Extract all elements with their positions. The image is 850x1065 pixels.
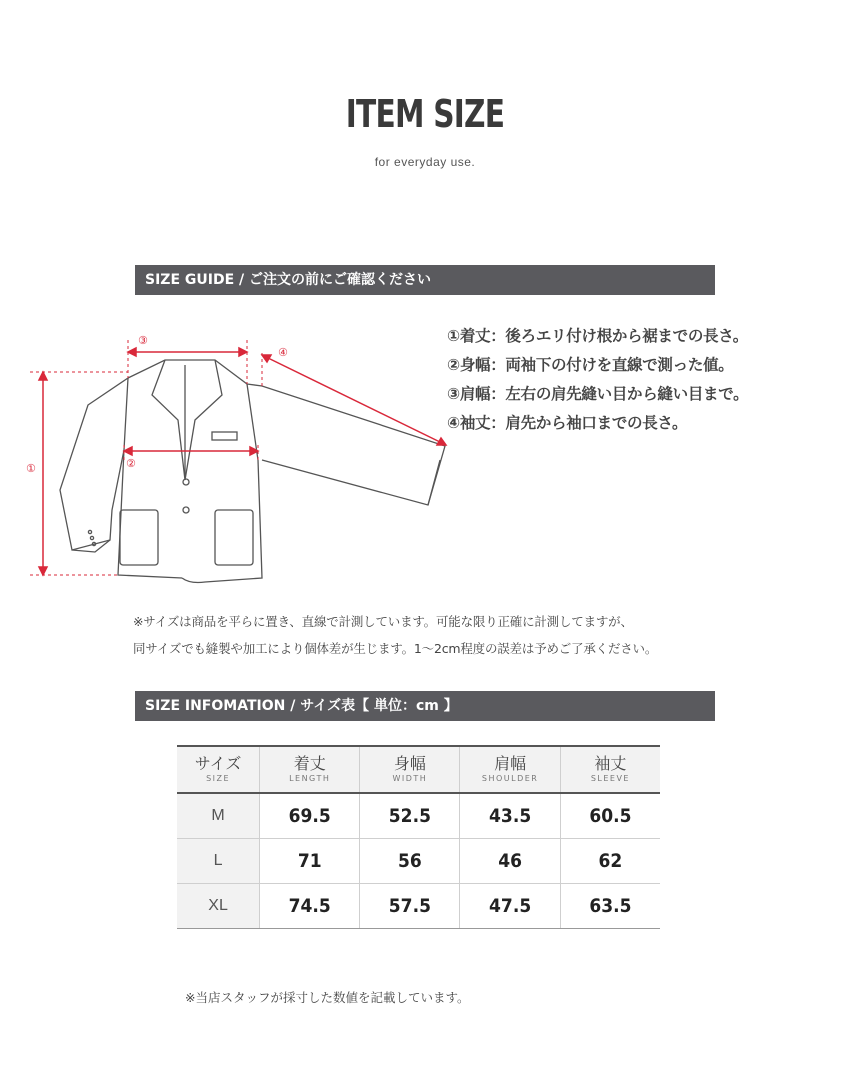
- header-width-en: WIDTH: [392, 773, 428, 783]
- width-cell: 56: [360, 839, 460, 884]
- table-row: [177, 793, 660, 839]
- header-size-en: SIZE: [206, 773, 231, 783]
- sleeve-cell: 60.5: [560, 793, 660, 839]
- header-sleeve-en: SLEEVE: [590, 773, 630, 783]
- staff-measure-footnote: ※当店スタッフが採寸した数値を記載しています。: [185, 990, 470, 1005]
- guide-item-shoulder: ③肩幅：左右の肩先縫い目から縫い目まで。: [447, 385, 749, 403]
- header-length-jp: 着丈: [293, 753, 326, 773]
- guide-item-width: ②身幅：両袖下の付けを直線で測った値。: [447, 356, 734, 374]
- guide-item-length: ①着丈：後ろエリ付け根から裾までの長さ。: [447, 327, 749, 345]
- table-row: [177, 884, 660, 929]
- table-row: [177, 839, 660, 884]
- width-cell: 57.5: [360, 884, 460, 929]
- size-cell: XL: [177, 884, 260, 929]
- jacket-sketch: [60, 360, 445, 583]
- marker-3: ③: [138, 334, 148, 347]
- header-width-jp: 身幅: [393, 753, 426, 773]
- size-cell: L: [177, 839, 260, 884]
- size-table: [177, 745, 660, 929]
- size-guide-list: [447, 322, 748, 438]
- size-table-header: [177, 746, 660, 793]
- shoulder-cell: 47.5: [460, 884, 560, 929]
- header-shoulder-jp: 肩幅: [494, 753, 527, 773]
- page-title: ITEM SIZE: [345, 92, 505, 136]
- header-size: [177, 746, 260, 793]
- measure-arrows: [39, 348, 446, 575]
- size-cell: M: [177, 793, 260, 839]
- measurement-note-1: ※サイズは商品を平らに置き、直線で計測しています。可能な限り正確に計測してますが、: [133, 614, 633, 629]
- sleeve-cell: 62: [560, 839, 660, 884]
- guide-item-sleeve: ④袖丈：肩先から袖口までの長さ。: [447, 414, 688, 432]
- sleeve-arrow: [266, 357, 442, 443]
- shoulder-cell: 43.5: [460, 793, 560, 839]
- marker-2: ②: [126, 457, 136, 470]
- length-cell: 71: [260, 839, 360, 884]
- header-width: [360, 746, 460, 793]
- header-size-jp: サイズ: [194, 753, 242, 773]
- header-shoulder-en: SHOULDER: [481, 773, 539, 783]
- page-subtitle: for everyday use.: [374, 155, 476, 169]
- width-cell: 52.5: [360, 793, 460, 839]
- size-guide-bar: SIZE GUIDE / ご注文の前にご確認ください: [135, 265, 715, 295]
- measure-guides: [30, 340, 262, 575]
- length-cell: 69.5: [260, 793, 360, 839]
- header-shoulder: [460, 746, 560, 793]
- marker-4: ④: [278, 346, 288, 359]
- header-length: [260, 746, 360, 793]
- header-sleeve: [560, 746, 660, 793]
- jacket-diagram: [0, 320, 470, 590]
- shoulder-cell: 46: [460, 839, 560, 884]
- length-cell: 74.5: [260, 884, 360, 929]
- measurement-note-2: 同サイズでも縫製や加工により個体差が生じます。1〜2cm程度の誤差は予めご了承ください。: [133, 641, 658, 656]
- sleeve-cell: 63.5: [560, 884, 660, 929]
- marker-1: ①: [26, 462, 36, 475]
- header-length-en: LENGTH: [289, 773, 331, 783]
- header-sleeve-jp: 袖丈: [594, 753, 627, 773]
- size-info-bar: SIZE INFOMATION / サイズ表【 単位：cm 】: [135, 691, 715, 721]
